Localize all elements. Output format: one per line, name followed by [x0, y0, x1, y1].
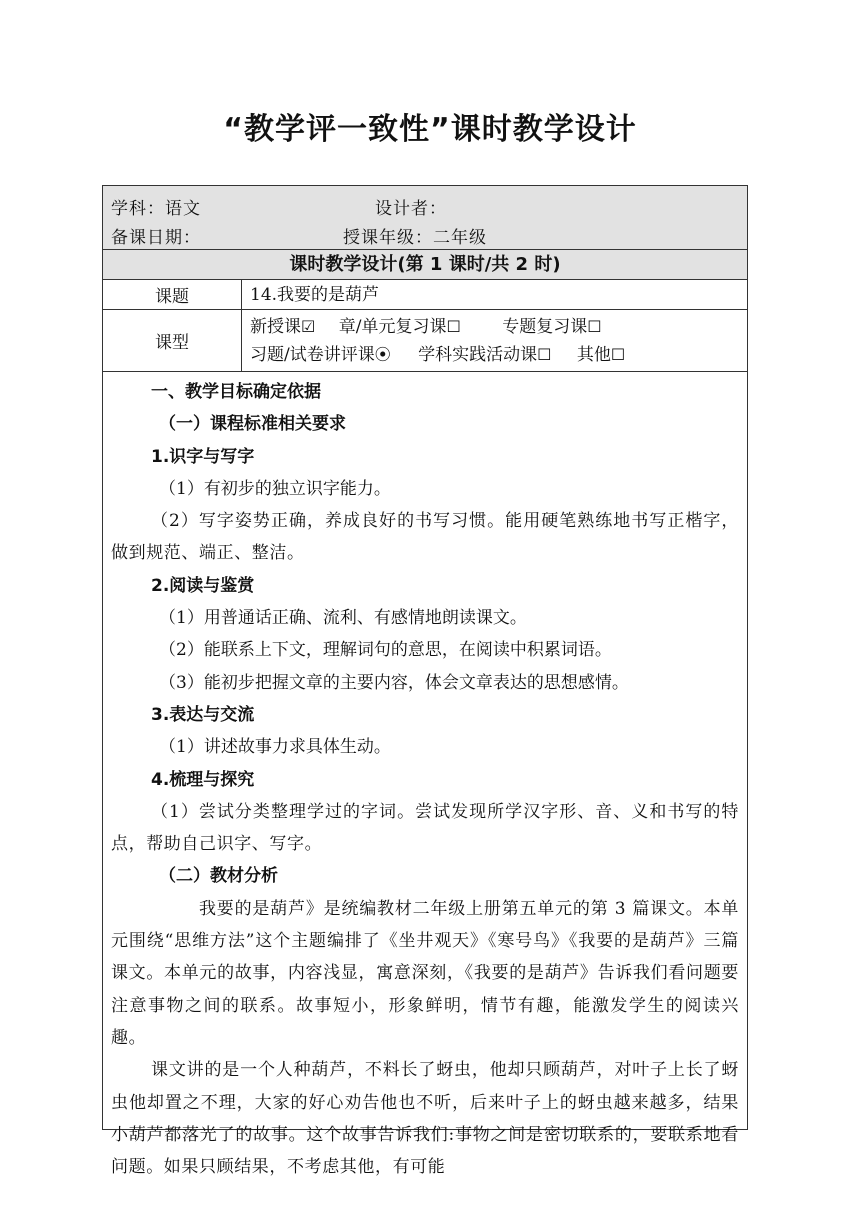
subsection-heading: （二）教材分析 [159, 866, 278, 887]
option-exercise-review[interactable]: 习题/试卷讲评课⦿ [250, 345, 396, 365]
subsection-heading: （一）课程标准相关要求 [159, 414, 346, 435]
prep-date-field: 备课日期： [111, 228, 201, 248]
lesson-design-table [102, 185, 748, 1178]
option-other[interactable]: 其他☐ [577, 345, 625, 365]
section-heading: 一、教学目标确定依据 [151, 382, 321, 402]
page-title: “教学评一致性”课时教学设计 [223, 112, 637, 147]
unchecked-box-icon: ☐ [587, 317, 602, 336]
checked-box-icon: ☑ [301, 317, 316, 336]
option-practice-activity[interactable]: 学科实践活动课☐ [418, 345, 557, 365]
goal-item: （1）讲述故事力求具体生动。 [159, 737, 391, 758]
topic-row [103, 280, 747, 310]
unchecked-box-icon: ☐ [446, 317, 461, 336]
subject-field: 学科：语文 [111, 199, 201, 219]
topic-value: 14.我要的是葫芦 [250, 285, 380, 305]
lesson-header: 课时教学设计(第 1 课时/共 2 时) [103, 250, 747, 280]
goal-item: （2）能联系上下文，理解词句的意思，在阅读中积累词语。 [159, 640, 612, 661]
unchecked-box-icon: ☐ [610, 345, 626, 364]
goal-item: （3）能初步把握文章的主要内容，体会文章表达的思想感情。 [159, 672, 629, 693]
analysis-paragraph: 我要的是葫芦》是统编教材二年级上册第五单元的第 3 篇课文。本单元围绕“思维方法”这个主题编排了《坐井观天》《寒号鸟》《我要的是葫芦》三篇课文。本单元的故事，内容浅显，寓意深刻，《我要的是葫芦》告诉我们看问题要注意事物之间的联系。故事短小，形象鲜明，情节有趣，能激发学生的阅读兴趣。 [111, 898, 739, 1048]
goal-item: （1）有初步的独立识字能力。 [159, 478, 391, 499]
option-topic-review[interactable]: 专题复习课☐ [502, 317, 601, 337]
lesson-type-row [103, 310, 747, 372]
unchecked-box-icon: ☐ [537, 345, 552, 364]
radio-selected-icon: ⦿ [374, 345, 391, 364]
option-unit-review[interactable]: 章/单元复习课☐ [339, 317, 466, 337]
goal-heading: 2.阅读与鉴赏 [151, 575, 255, 596]
goal-item: （1）用普通话正确、流利、有感情地朗读课文。 [159, 608, 527, 629]
designer-field: 设计者： [375, 199, 447, 219]
content-body [103, 372, 747, 1183]
goal-heading: 1.识字与写字 [151, 446, 255, 467]
goal-item: （2）写字姿势正确，养成良好的书写习惯。能用硬笔熟练地书写正楷字，做到规范、端正、整洁。 [111, 511, 739, 564]
analysis-paragraph: 课文讲的是一个人种葫芦，不料长了蚜虫，他却只顾葫芦，对叶子上长了蚜虫他却置之不理，大家的好心劝告他也不听，后来叶子上的蚜虫越来越多，结果小葫芦都落光了的故事。这个故事告诉我们:事物之间是密切联系的，要联系地看问题。如果只顾结果，不考虑其他，有可能 [111, 1060, 739, 1178]
meta-row [103, 186, 747, 250]
lesson-type-label: 课型 [103, 310, 242, 371]
topic-label: 课题 [103, 280, 242, 309]
goal-heading: 3.表达与交流 [151, 704, 255, 725]
lesson-type-options [242, 310, 747, 371]
grade-field: 授课年级：二年级 [343, 228, 487, 248]
goal-heading: 4.梳理与探究 [151, 769, 255, 790]
goal-item: （1）尝试分类整理学过的字词。尝试发现所学汉字形、音、义和书写的特点，帮助自己识字、写字。 [111, 801, 739, 855]
option-new-lesson[interactable]: 新授课☑ [250, 317, 321, 337]
